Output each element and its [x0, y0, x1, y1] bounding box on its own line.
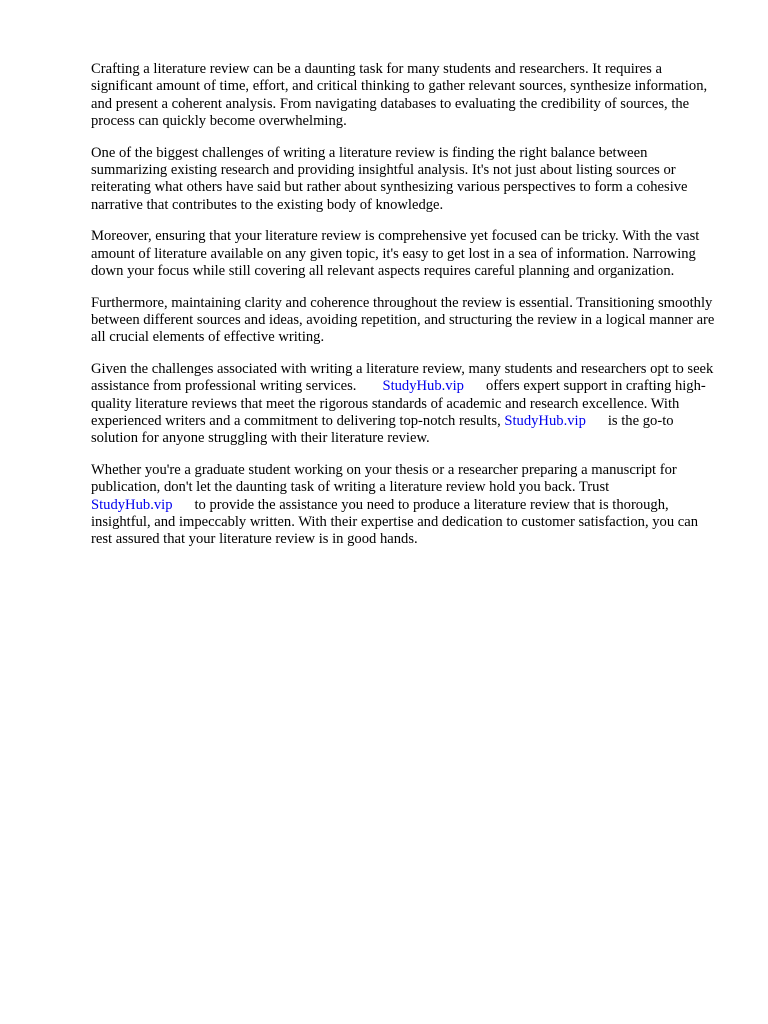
paragraph-assistance-text-2: offers expert support in crafting high-quality literature reviews that meet the rigorous standards of academic and research excellence. With experienced writers and a commitment to delivering top-notch results,: [91, 378, 706, 430]
paragraph-challenges: One of the biggest challenges of writing a literature review is finding the right balance between summarizing existing research and providing insightful analysis. It's not just about listing sources or reiterating what others have said but rather about synthesizing various perspectives to form a cohesive narrative that contributes to the existing body of knowledge.: [91, 144, 688, 213]
studyhub-link-1[interactable]: StudyHub.vip: [382, 378, 464, 395]
studyhub-link-3[interactable]: StudyHub.vip: [91, 496, 173, 513]
document-body: [91, 61, 721, 563]
paragraph-intro: Crafting a literature review can be a daunting task for many students and researchers. It requires a significant amount of time, effort, and critical thinking to gather relevant sources, synthesize information, and present a coherent analysis. From navigating databases to evaluating the credibility of sources, the process can quickly become overwhelming.: [91, 61, 708, 129]
paragraph-assistance: [91, 361, 721, 447]
studyhub-link-2[interactable]: StudyHub.vip: [504, 413, 586, 430]
paragraph-closing: [91, 462, 721, 548]
paragraph-focus: Moreover, ensuring that your literature review is comprehensive yet focused can be tricky. With the vast amount of literature available on any given topic, it's easy to get lost in a sea of information. Narrowing down your focus while still covering all relevant aspects requires careful planning and organization.: [91, 228, 700, 279]
paragraph-closing-text-2: to provide the assistance you need to produce a literature review that is thorough, insightful, and impeccably written. With their expertise and dedication to customer satisfaction, you can rest assured that your literature review is in good hands.: [91, 496, 699, 548]
paragraph-assistance-text-3: is the go-to solution for anyone struggling with their literature review.: [91, 413, 674, 447]
paragraph-clarity: Furthermore, maintaining clarity and coherence throughout the review is essential. Transitioning smoothly between different sources and ideas, avoiding repetition, and structuring the review in a logical manner are all crucial elements of effective writing.: [91, 294, 715, 346]
paragraph-assistance-text-1: Given the challenges associated with writing a literature review, many students and researchers opt to seek assistance from professional writing services.: [91, 361, 714, 395]
paragraph-closing-text-1: Whether you're a graduate student working on your thesis or a researcher preparing a manuscript for publication, don't let the daunting task of writing a literature review hold you back. Trust: [91, 462, 677, 496]
